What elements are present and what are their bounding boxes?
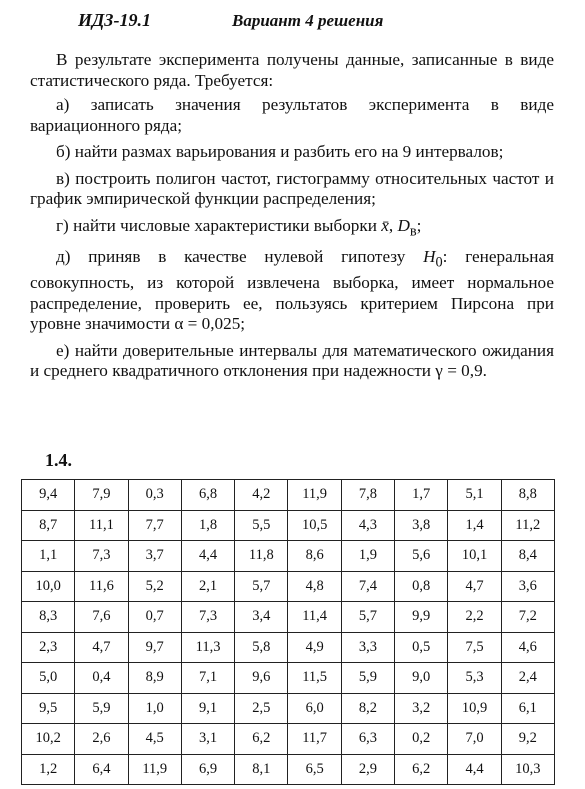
table-cell: 5,6 (395, 541, 448, 572)
table-cell: 1,1 (22, 541, 75, 572)
section-number: 1.4. (45, 450, 72, 470)
table-cell: 6,8 (181, 480, 234, 511)
table-cell: 6,1 (501, 693, 554, 724)
table-cell: 7,6 (75, 602, 128, 633)
table-cell: 6,2 (395, 754, 448, 785)
table-cell: 6,3 (341, 724, 394, 755)
table-cell: 4,2 (235, 480, 288, 511)
table-cell: 8,6 (288, 541, 341, 572)
table-cell: 3,1 (181, 724, 234, 755)
table-cell: 0,8 (395, 571, 448, 602)
table-cell: 5,2 (128, 571, 181, 602)
table-cell: 8,3 (22, 602, 75, 633)
hypothesis-subscript: 0 (435, 254, 443, 271)
table-cell: 6,2 (235, 724, 288, 755)
task-d-rest: : генеральная совокупность, из которой извлечена выборка, имеет нормальное распределение, проверить ее, пользуясь критерием Пирсона при уровне значимости (30, 247, 555, 334)
table-cell: 2,9 (341, 754, 394, 785)
sample-mean-symbol: x̄ (381, 215, 389, 235)
table-cell: 4,3 (341, 510, 394, 541)
table-cell: 1,4 (448, 510, 501, 541)
table-cell: 8,7 (22, 510, 75, 541)
task-g (30, 216, 554, 242)
table-cell: 9,4 (22, 480, 75, 511)
table-cell: 7,8 (341, 480, 394, 511)
table-cell: 7,9 (75, 480, 128, 511)
significance-level: α = 0,025 (174, 314, 241, 334)
table-cell: 9,9 (395, 602, 448, 633)
table-cell: 1,9 (341, 541, 394, 572)
task-d-end: ; (240, 314, 246, 334)
table-row (22, 724, 555, 755)
table-cell: 10,2 (22, 724, 75, 755)
table-cell: 7,2 (501, 602, 554, 633)
table-cell: 6,0 (288, 693, 341, 724)
table-cell: 1,7 (395, 480, 448, 511)
table-cell: 1,8 (181, 510, 234, 541)
table-cell: 5,3 (448, 663, 501, 694)
table-cell: 2,1 (181, 571, 234, 602)
table-cell: 4,7 (75, 632, 128, 663)
table-row (22, 754, 555, 785)
variance-subscript: в (409, 222, 417, 239)
task-d (30, 247, 554, 334)
table-cell: 9,7 (128, 632, 181, 663)
table-row (22, 632, 555, 663)
table-cell: 10,9 (448, 693, 501, 724)
task-e-end: . (482, 361, 487, 381)
table-cell: 1,0 (128, 693, 181, 724)
table-cell: 11,6 (75, 571, 128, 602)
table-cell: 5,0 (22, 663, 75, 694)
table-cell: 11,4 (288, 602, 341, 633)
table-cell: 5,8 (235, 632, 288, 663)
table-row (22, 480, 555, 511)
table-cell: 6,9 (181, 754, 234, 785)
table-cell: 2,5 (235, 693, 288, 724)
table-cell: 9,0 (395, 663, 448, 694)
table-cell: 6,5 (288, 754, 341, 785)
table-cell: 8,1 (235, 754, 288, 785)
task-e-text: е) найти доверительные интервалы для математического ожидания и среднего квадратичного отклонения при надежности (30, 340, 554, 381)
table-cell: 3,4 (235, 602, 288, 633)
table-cell: 2,4 (501, 663, 554, 694)
table-cell: 4,8 (288, 571, 341, 602)
task-g-separator: , (388, 215, 398, 235)
table-cell: 7,3 (181, 602, 234, 633)
table-cell: 4,4 (181, 541, 234, 572)
table-row (22, 541, 555, 572)
table-cell: 7,1 (181, 663, 234, 694)
table-cell: 2,2 (448, 602, 501, 633)
data-table-body (22, 480, 555, 785)
table-cell: 7,0 (448, 724, 501, 755)
table-cell: 3,2 (395, 693, 448, 724)
table-cell: 0,4 (75, 663, 128, 694)
table-cell: 11,9 (288, 480, 341, 511)
table-cell: 4,6 (501, 632, 554, 663)
table-cell: 9,6 (235, 663, 288, 694)
table-cell: 2,6 (75, 724, 128, 755)
table-cell: 10,5 (288, 510, 341, 541)
table-cell: 3,3 (341, 632, 394, 663)
hypothesis-symbol: H (423, 247, 436, 267)
task-b: б) найти размах варьирования и разбить его на 9 интервалов; (56, 142, 504, 161)
table-cell: 10,0 (22, 571, 75, 602)
task-g-end: ; (416, 215, 422, 235)
table-cell: 5,7 (235, 571, 288, 602)
table-cell: 9,5 (22, 693, 75, 724)
assignment-code: ИДЗ-19.1 (78, 10, 151, 30)
table-cell: 7,7 (128, 510, 181, 541)
table-cell: 7,5 (448, 632, 501, 663)
task-g-text: г) найти числовые характеристики выборки (56, 215, 377, 235)
table-cell: 2,3 (22, 632, 75, 663)
table-row (22, 602, 555, 633)
table-cell: 11,2 (501, 510, 554, 541)
table-cell: 11,8 (235, 541, 288, 572)
table-cell: 9,2 (501, 724, 554, 755)
data-table (21, 479, 555, 785)
table-cell: 5,7 (341, 602, 394, 633)
table-row (22, 571, 555, 602)
table-cell: 8,8 (501, 480, 554, 511)
task-v: в) построить полигон частот, гистограмму относительных частот и график эмпирической функции распределения; (30, 168, 554, 208)
table-cell: 4,9 (288, 632, 341, 663)
table-cell: 11,1 (75, 510, 128, 541)
table-cell: 4,4 (448, 754, 501, 785)
table-cell: 5,1 (448, 480, 501, 511)
table-cell: 6,4 (75, 754, 128, 785)
table-cell: 10,1 (448, 541, 501, 572)
table-cell: 11,3 (181, 632, 234, 663)
table-cell: 3,8 (395, 510, 448, 541)
variance-symbol: D (397, 215, 410, 235)
variant-title: Вариант 4 решения (232, 11, 384, 30)
table-cell: 0,7 (128, 602, 181, 633)
table-cell: 5,5 (235, 510, 288, 541)
table-cell: 11,9 (128, 754, 181, 785)
table-cell: 8,2 (341, 693, 394, 724)
table-cell: 5,9 (75, 693, 128, 724)
table-cell: 0,3 (128, 480, 181, 511)
table-cell: 11,7 (288, 724, 341, 755)
table-cell: 4,7 (448, 571, 501, 602)
table-row (22, 510, 555, 541)
table-row (22, 693, 555, 724)
table-row (22, 663, 555, 694)
table-cell: 11,5 (288, 663, 341, 694)
table-cell: 9,1 (181, 693, 234, 724)
task-d-start: д) приняв в качестве нулевой гипотезу (56, 247, 406, 267)
table-cell: 10,3 (501, 754, 554, 785)
task-e (30, 341, 554, 382)
table-cell: 0,2 (395, 724, 448, 755)
problem-statement (30, 50, 554, 388)
intro-paragraph: В результате эксперимента получены данные, записанные в виде статистического ряда. Требуется: (30, 50, 554, 90)
reliability-level: γ = 0,9 (435, 361, 483, 381)
table-cell: 0,5 (395, 632, 448, 663)
task-a: а) записать значения результатов эксперимента в виде вариационного ряда; (30, 95, 554, 135)
table-cell: 5,9 (341, 663, 394, 694)
table-cell: 8,4 (501, 541, 554, 572)
table-cell: 7,3 (75, 541, 128, 572)
table-cell: 3,6 (501, 571, 554, 602)
page-header (78, 10, 548, 34)
table-cell: 3,7 (128, 541, 181, 572)
table-cell: 4,5 (128, 724, 181, 755)
table-cell: 1,2 (22, 754, 75, 785)
table-cell: 8,9 (128, 663, 181, 694)
table-cell: 7,4 (341, 571, 394, 602)
